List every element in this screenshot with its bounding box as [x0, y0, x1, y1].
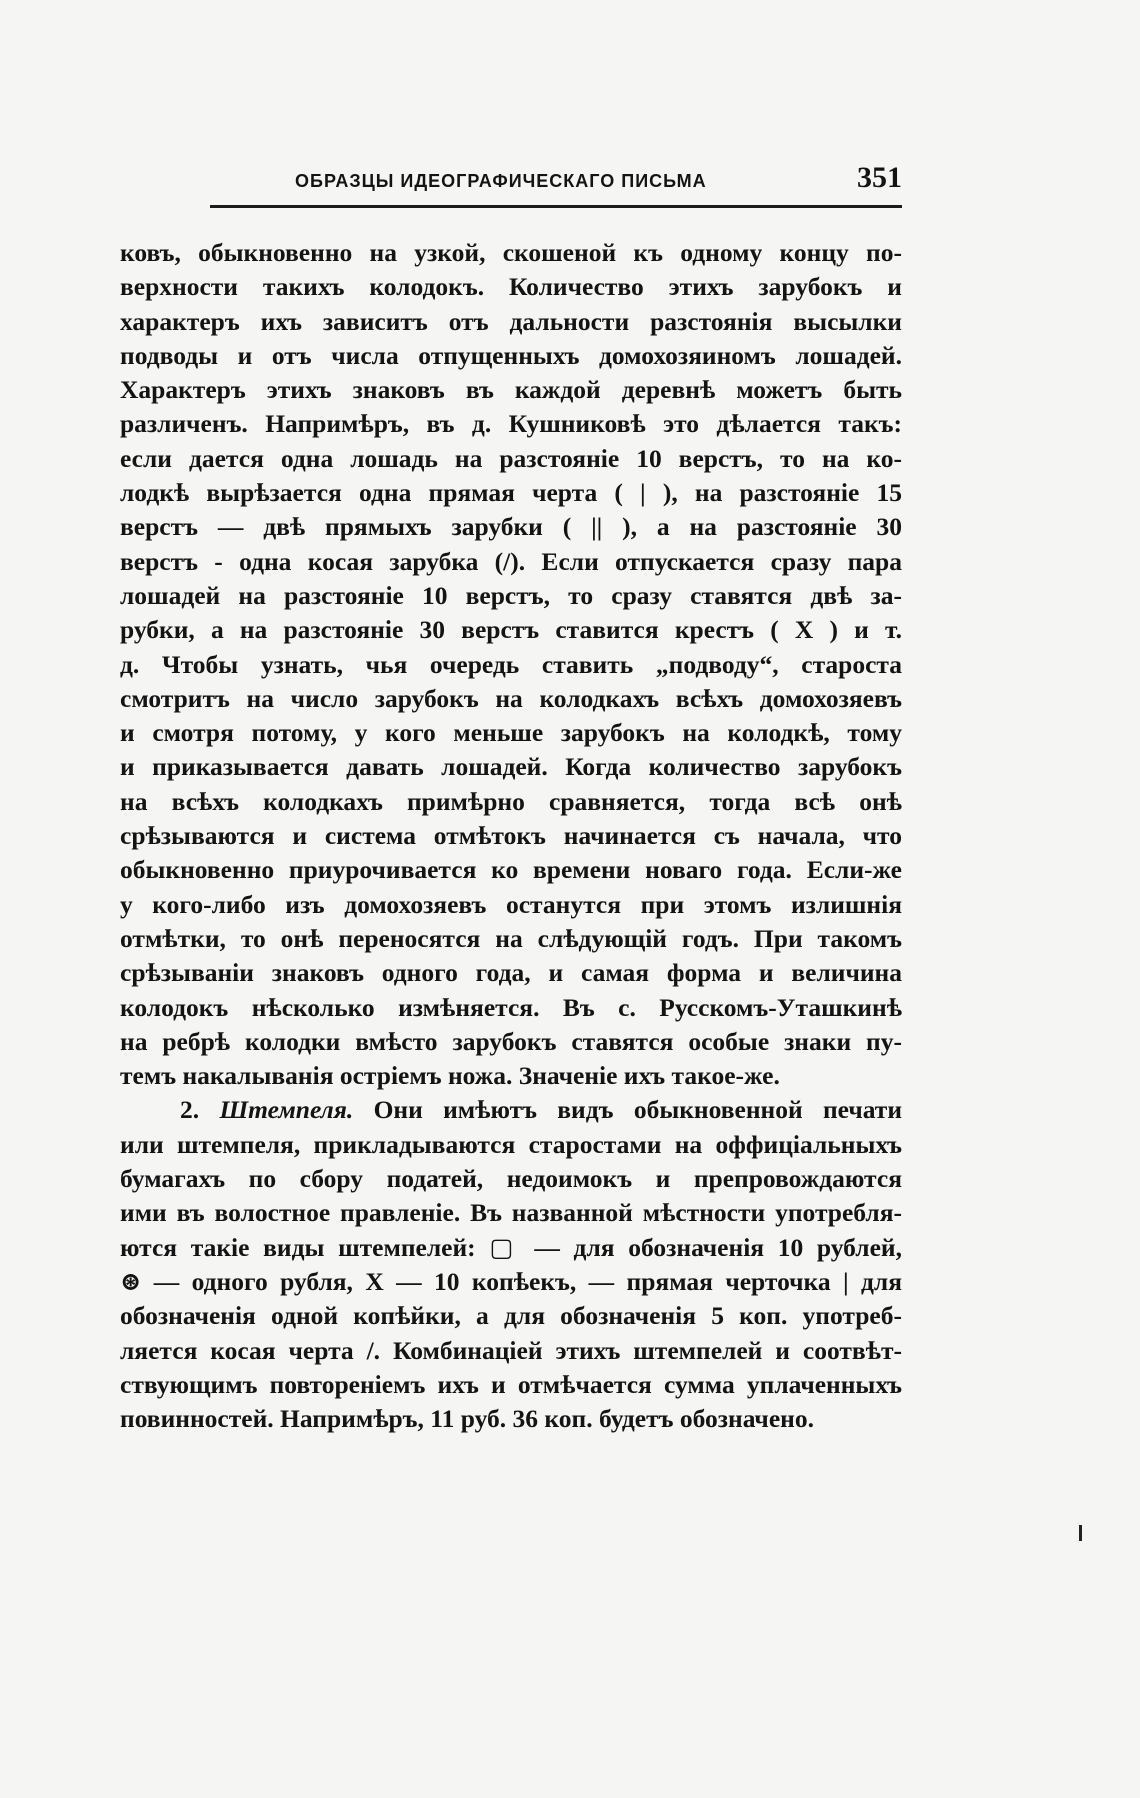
- text-line: д. Чтобы узнать, чья очередь ставить „подводу“, староста: [120, 649, 902, 679]
- text-line: ковъ, обыкновенно на узкой, скошеной къ одному концу по-: [120, 238, 902, 267]
- page-number: 351: [857, 161, 902, 194]
- text-line: характеръ ихъ зависитъ отъ дальности разстоянія высылки: [120, 306, 902, 336]
- text-line: повинностей. Напримѣръ, 11 руб. 36 коп. будетъ обозначено.: [120, 1404, 814, 1434]
- body-text: [120, 236, 902, 1436]
- section-heading-word: Штемпеля.: [219, 1095, 354, 1125]
- text-line: на всѣхъ колодкахъ примѣрно сравняется, тогда всѣ онѣ: [120, 786, 902, 816]
- text-line: подводы и отъ числа отпущенныхъ домохозяиномъ лошадей.: [120, 340, 902, 370]
- text-line: 2. Штемпеля. Они имѣютъ видъ обыкновенной печати: [180, 1095, 902, 1125]
- text-line: колодокъ нѣсколько измѣняется. Въ с. Русскомъ-Уташкинѣ: [120, 992, 902, 1022]
- text-line: верхности такихъ колодокъ. Количество этихъ зарубокъ и: [120, 272, 902, 302]
- text-line: рубки, а на разстояніе 30 верстъ ставится крестъ ( X ) и т.: [120, 615, 902, 645]
- text-line: верстъ — двѣ прямыхъ зарубки ( || ), а на разстояніе 30: [120, 512, 902, 542]
- text-line: различенъ. Напримѣръ, въ д. Кушниковѣ это дѣлается такъ:: [120, 409, 902, 439]
- text-line: отмѣтки, то онѣ переносятся на слѣдующій годъ. При такомъ: [120, 923, 902, 953]
- text-line: и смотря потому, у кого меньше зарубокъ на колодкѣ, тому: [120, 718, 902, 748]
- text-line: темъ накалыванія остріемъ ножа. Значеніе ихъ такое-же.: [120, 1061, 780, 1091]
- text-line: срѣзываются и система отмѣтокъ начинается съ начала, что: [120, 821, 902, 851]
- text-line: ются такіе виды штемпелей: ▢ — для обозначенія 10 рублей,: [120, 1232, 902, 1262]
- text-line: верстъ - одна косая зарубка (/). Если отпускается сразу пара: [120, 546, 902, 576]
- text-line: если дается одна лошадь на разстояніе 10 верстъ, то на ко-: [120, 443, 902, 473]
- margin-mark: [1079, 1525, 1082, 1541]
- text-line: или штемпеля, прикладываются старостами на оффиціальныхъ: [120, 1129, 902, 1159]
- text-line: ⊛ — одного рубля, X — 10 копѣекъ, — прямая черточка | для: [120, 1266, 902, 1296]
- text-line: и приказывается давать лошадей. Когда количество зарубокъ: [120, 752, 902, 782]
- text-line: срѣзываніи знаковъ одного года, и самая форма и величина: [120, 958, 902, 988]
- text-line: Характеръ этихъ знаковъ въ каждой деревнѣ можетъ быть: [120, 375, 902, 405]
- running-head: ОБРАЗЦЫ ИДЕОГРАФИЧЕСКАГО ПИСЬМА: [295, 171, 707, 191]
- text-line: ляется косая черта /. Комбинаціей этихъ штемпелей и соотвѣт-: [120, 1335, 902, 1365]
- text-line: на ребрѣ колодки вмѣсто зарубокъ ставятся особые знаки пу-: [120, 1026, 902, 1056]
- text-line: лошадей на разстояніе 10 верстъ, то сразу ставятся двѣ за-: [120, 580, 902, 610]
- text-line: ствующимъ повтореніемъ ихъ и отмѣчается сумма уплаченныхъ: [120, 1369, 902, 1399]
- text-line: обыкновенно приурочивается ко времени новаго года. Если-же: [120, 855, 902, 885]
- page-header: [210, 161, 902, 208]
- text-line: лодкѣ вырѣзается одна прямая черта ( | ), на разстояніе 15: [120, 478, 902, 508]
- text-line: ими въ волостное правленіе. Въ названной мѣстности употребля-: [120, 1198, 902, 1228]
- text-line: смотритъ на число зарубокъ на колодкахъ всѣхъ домохозяевъ: [120, 683, 902, 713]
- text-line: бумагахъ по сбору податей, недоимокъ и препровождаются: [120, 1164, 902, 1194]
- text-line: обозначенія одной копѣйки, а для обозначенія 5 коп. употреб-: [120, 1301, 902, 1331]
- text-line: у кого-либо изъ домохозяевъ останутся при этомъ излишнія: [120, 889, 902, 919]
